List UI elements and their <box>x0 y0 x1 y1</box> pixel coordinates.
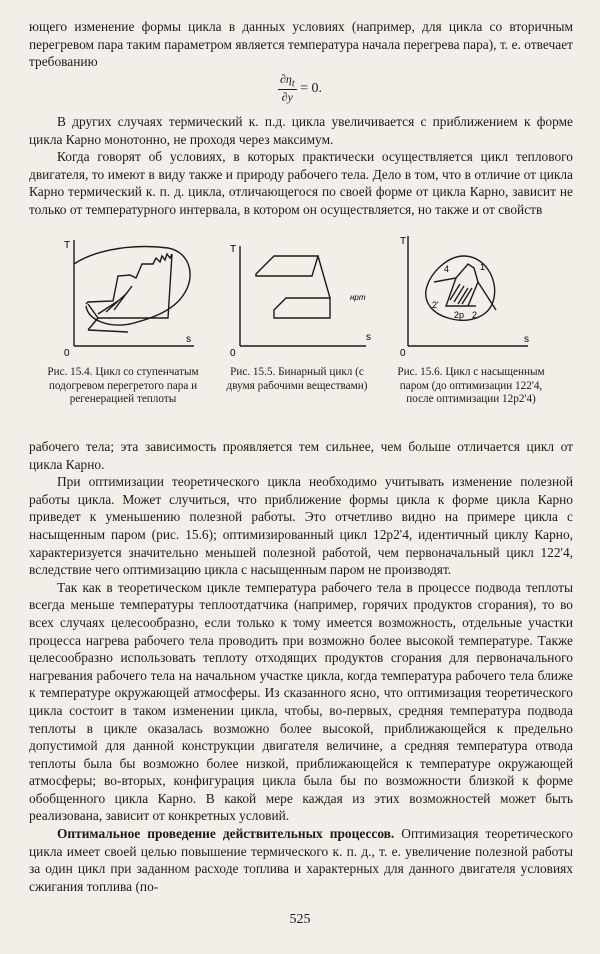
paragraph: Так как в теоретическом цикле температура рабочего тела в процессе подвода теплоты всегда меньше температуры теплоотдатчика (например, горячих продуктов сгорания), то во всех случаях целесообразно, если только к тому имеется возможность, отдельные участки процесса нагрева рабочего тела проводить при возможно более высокой температуре. Также целесообразно использовать теплоту отходящих продуктов сгорания для первоначального нагревания рабочего тела на начальном участке цикла, когда температура рабочего тела ближе к температуре окружающей атмосферы. Из сказанного ясно, что оптимизация теоретического цикла состоит в таком изменении цикла, чтобы, во-первых, средняя температура подвода теплоты в цикле оказалась возможно более высокой, приближающейся к предельно допустимой для данной конструкции двигателя величине, а средняя температура отвода теплоты была бы возможно более низкой, приближающейся к температуре окружающей атмосферы; во-вторых, конфигурация цикла была бы по возможности близкой к форме обобщенного цикла Карно. В какой мере каждая из этих возможностей может быть реализована, зависит от конкретных условий. <box>29 579 573 824</box>
formula-numerator: ∂η <box>279 72 292 86</box>
paragraph-continuation: рабочего тела; эта зависимость проявляется тем сильнее, чем больше отличается цикл от цикла Карно. <box>29 439 573 472</box>
paragraph-text: Оптимизация теоретического цикла имеет своей целью повышение термического к. п. д., т. е. увеличение полезной работы за один цикл при заданном расходе топлива и характерных для данного двигателя условиях сжигания топлива (по- <box>29 826 573 894</box>
formula-denominator: ∂y <box>281 90 293 105</box>
fig4-axis-x: s <box>186 334 191 345</box>
formula-fraction <box>278 72 297 105</box>
text-block-middle <box>29 113 573 219</box>
figure-15-5 <box>226 234 386 356</box>
paragraph-continuation: ющего изменение формы цикла в данных условиях (например, для цикла со вторичным перегревом пара таким параметром является температура начала перегрева пара), т. е. отвечает требованию <box>29 19 573 70</box>
page-number: 525 <box>289 912 311 927</box>
formula-numerator-sub: t <box>291 78 295 90</box>
figure-15-6 <box>398 228 548 356</box>
fig5-axis-x: s <box>366 332 371 343</box>
fig6-point-2p: 2p <box>454 310 465 320</box>
fig6-point-4: 4 <box>444 264 450 274</box>
text-block-top <box>29 18 573 71</box>
fig5-axis-y: T <box>230 244 237 255</box>
fig6-axis-x: s <box>524 334 529 345</box>
figure-15-4 <box>58 234 198 356</box>
fig6-point-2: 2 <box>472 310 478 320</box>
fig6-axis-y: T <box>400 236 407 247</box>
section-heading-inline: Оптимальное проведение действительных процессов. <box>57 826 395 842</box>
figures-row <box>0 228 600 443</box>
paragraph-section-start <box>29 825 573 895</box>
figure-caption-15-4: Рис. 15.4. Цикл со ступенчатым подогревом перегретого пара и регенерацией теплоты <box>47 366 199 406</box>
paragraph: В других случаях термический к. п.д. цикла увеличивается с приближением к форме цикла Карно монотонно, не проходя через максимум. <box>29 114 573 147</box>
fig5-origin: 0 <box>230 348 236 356</box>
fig6-point-1: 1 <box>480 262 486 272</box>
fig6-point-2prime: 2' <box>432 300 439 310</box>
figure-caption-15-6: Рис. 15.6. Цикл с насыщенным паром (до оптимизации 122'4, после оптимизации 12p2'4) <box>397 366 545 406</box>
fig5-side-label: нрт <box>350 293 366 302</box>
fig4-origin: 0 <box>64 348 70 356</box>
paragraph: При оптимизации теоретического цикла необходимо учитывать изменение полезной работы цикла. Может случиться, что приближение формы цикла к форме цикла Карно приведет к уменьшению полезной работы. Это отчетливо видно на примере цикла с насыщенным паром (рис. 15.6); оптимизированный цикл 12p2'4, идентичный циклу Карно, характеризуется значительно меньшей полезной работой, чем первоначальный цикл 122'4, вследствие чего оптимизацию цикла с насыщенным паром не производят. <box>29 474 573 578</box>
text-block-bottom <box>29 438 573 895</box>
fig4-axis-y: T <box>64 240 71 251</box>
paragraph: Когда говорят об условиях, в которых практически осуществляется цикл теплового двигателя, то имеют в виду также и природу рабочего тела. Дело в том, что в отличие от цикла Карно термический к. п. д. цикла, отличающегося по своей форме от цикла Карно, зависит не только от температурного интервала, в котором он осуществляется, но также и от свойств <box>29 149 573 217</box>
formula-tail: = 0. <box>300 80 323 96</box>
formula <box>0 72 600 105</box>
figure-caption-15-5: Рис. 15.5. Бинарный цикл (с двумя рабочими веществами) <box>226 366 368 392</box>
fig6-origin: 0 <box>400 348 406 356</box>
